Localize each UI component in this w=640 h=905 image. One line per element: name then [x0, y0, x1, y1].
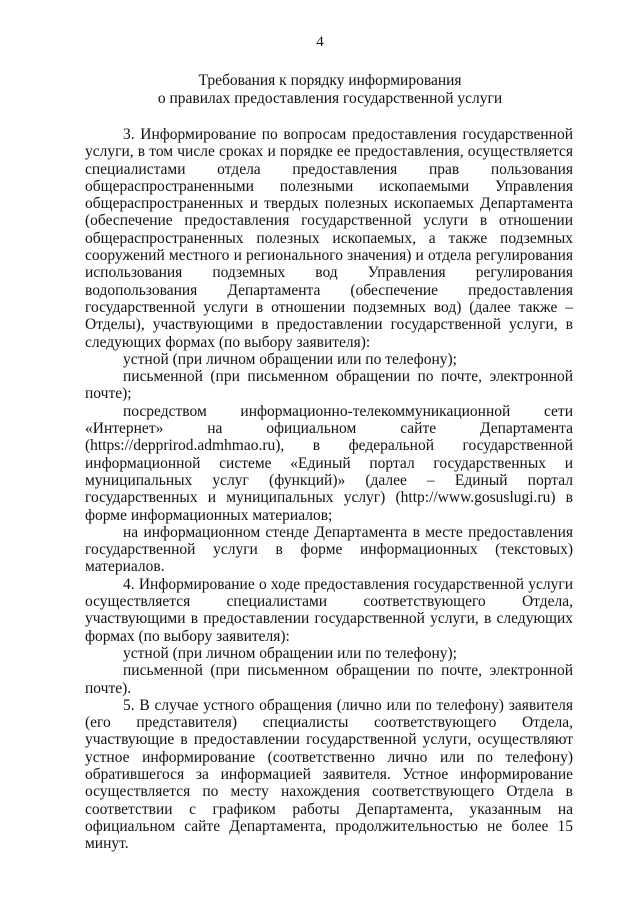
list-item-written: письменной (при письменном обращении по почте, электронной почте). — [85, 662, 573, 697]
list-item-oral: устной (при личном обращении или по телефону); — [123, 644, 457, 662]
list-item-internet: посредством информационно-телекоммуникационной сети «Интернет» на официальном сайте Департамента (https://depprirod.admhmao.ru), в федеральной государственной информационной системе «Единый портал государственных и муниципальных услуг (функций)» (далее – Единый портал государственных и муниципальных услуг) (http://www.gosuslugi.ru) в форме информационных материалов; — [85, 402, 573, 524]
section-heading — [100, 72, 560, 108]
section-heading-line-2: о правилах предоставления государственной услуги — [157, 90, 503, 107]
list-item-written: письменной (при письменном обращении по почте, электронной почте); — [85, 368, 573, 403]
list-item-oral: устной (при личном обращении или по телефону); — [123, 350, 457, 368]
paragraph-3-informing-channels: 3. Информирование по вопросам предоставления государственной услуги, в том числе сроках и порядке ее предоставления, осуществляется специалистами отдела предоставления прав пользования общераспространенными полезными ископаемыми Управления общераспространенных и твердых полезных ископаемых Департамента (обеспечение предоставления государственной услуги в отношении общераспространенных полезных ископаемых, а также подземных сооружений местного и регионального значения) и отдела регулирования использования подземных вод Управления регулирования водопользования Департамента (обеспечение предоставления государственной услуги в отношении подземных вод) (далее также – Отделы), участвующими в предоставлении государственной услуги, в следующих формах (по выбору заявителя): — [85, 126, 573, 351]
paragraph-5-oral-request: 5. В случае устного обращения (лично или по телефону) заявителя (его представителя) специалисты соответствующего Отдела, участвующие в предоставлении государственной услуги, осуществляют устное информирование (соответственно лично или по телефону) обратившегося за информацией заявителя. Устное информирование осуществляется по месту нахождения соответствующего Отдела в соответствии с графиком работы Департамента, указанным на официальном сайте Департамента, продолжительностью не более 15 минут. — [85, 696, 573, 853]
section-heading-line-1: Требования к порядку информирования — [198, 72, 462, 89]
paragraph-4-progress-informing: 4. Информирование о ходе предоставления государственной услуги осуществляется специалистами соответствующего Отдела, участвующими в предоставлении государственной услуги, в следующих формах (по выбору заявителя): — [85, 575, 573, 645]
list-item-info-stand: на информационном стенде Департамента в месте предоставления государственной услуги в форме информационных (текстовых) материалов. — [85, 523, 573, 576]
page-number: 4 — [316, 34, 324, 50]
document-body — [85, 126, 573, 852]
